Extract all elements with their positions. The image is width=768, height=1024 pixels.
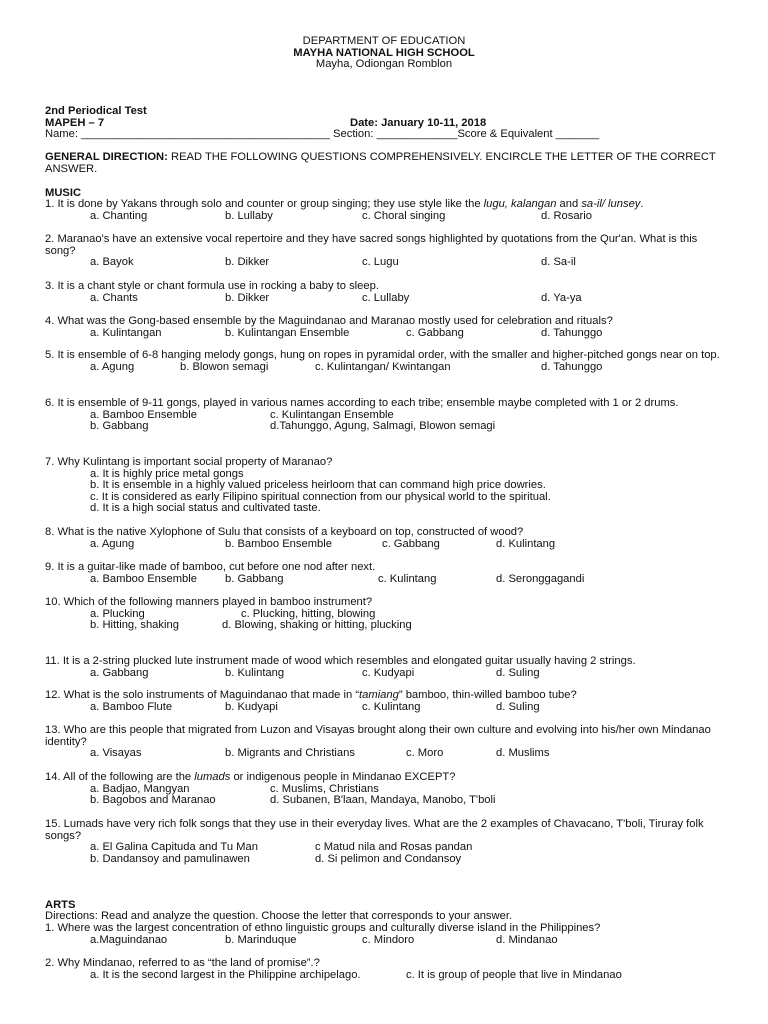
answer-options: [45, 421, 725, 433]
music-question-8: [45, 527, 725, 550]
answer-options: [45, 328, 725, 340]
option-b: b. It is ensemble in a highly valued priceless heirloom that can command high price dowries.: [90, 479, 546, 492]
test-subject: MAPEH – 7: [45, 116, 105, 129]
test-title: 2nd Periodical Test: [45, 105, 147, 117]
answer-options: [45, 293, 725, 305]
option-c: c. Moro: [406, 747, 444, 760]
music-question-9: [45, 562, 725, 585]
option-b: b. Bagobos and Maranao: [90, 794, 216, 807]
option-d: d. Sa-il: [541, 256, 576, 269]
option-d: d. Suling: [496, 700, 540, 713]
answer-options: [45, 257, 725, 269]
arts-question-1: [45, 923, 725, 946]
option-c: c. Mindoro: [362, 933, 415, 946]
option-d: d. Tahunggo: [541, 360, 603, 373]
option-b: b. Dikker: [225, 291, 270, 304]
question-text: 3. It is a chant style or chant formula use in rocking a baby to sleep.: [45, 280, 379, 292]
question-text: 11. It is a 2-string plucked lute instrument made of wood which resembles and elongated guitar usually having 2 strings.: [45, 655, 636, 667]
test-info: [45, 106, 745, 141]
music-question-12: [45, 690, 725, 713]
option-b: b. Blowon semagi: [180, 360, 269, 373]
option-a: a. Bamboo Ensemble: [90, 408, 197, 421]
option-d: d. Kulintang: [496, 537, 556, 550]
option-c: c. Kulintangan Ensemble: [270, 408, 394, 421]
question-text-part: .: [640, 198, 644, 210]
option-a: a. Kulintangan: [90, 326, 162, 339]
option-b: b. Gabbang: [225, 572, 284, 585]
option-c: c. Kulintang: [362, 700, 421, 713]
option-d: d. Tahunggo: [541, 326, 603, 339]
option-d: d. Mindanao: [496, 933, 558, 946]
music-question-5: [45, 350, 725, 373]
question-italic: lumads: [194, 771, 231, 783]
question-text-part: 12. What is the solo instruments of Maguindanao that made in “: [45, 689, 360, 701]
music-question-15: [45, 819, 725, 865]
option-b: b. Kudyapi: [225, 700, 278, 713]
answer-options: [45, 748, 725, 760]
music-question-4: [45, 316, 725, 339]
option-a: a. It is highly price metal gongs: [90, 467, 244, 480]
option-d: d. Si pelimon and Condansoy: [315, 852, 462, 865]
answer-options: [45, 503, 725, 515]
direction-text: READ THE FOLLOWING QUESTIONS COMPREHENSIVELY. ENCIRCLE THE LETTER OF THE CORRECT ANSWER.: [45, 151, 716, 175]
option-b: b. Kulintangan Ensemble: [225, 326, 350, 339]
question-text: 2. Why Mindanao, referred to as “the land of promise”.?: [45, 957, 320, 969]
option-c: c. Gabbang: [382, 537, 440, 550]
option-d: d.Tahunggo, Agung, Salmagi, Blowon semagi: [270, 420, 496, 433]
question-text-part: 14. All of the following are the: [45, 771, 195, 783]
question-text: 2. Maranao's have an extensive vocal repertoire and they have sacred songs highlighted by quotations from the Qur'an. What is this song?: [45, 233, 698, 257]
option-c: c. Muslims, Christians: [270, 782, 379, 795]
option-c: c. Kulintangan/ Kwintangan: [315, 360, 451, 373]
option-a: a. Agung: [90, 537, 135, 550]
music-heading: MUSIC: [45, 187, 82, 199]
question-text: 9. It is a guitar-like made of bamboo, cut before one nod after next.: [45, 561, 376, 573]
option-b: b. Hitting, shaking: [90, 619, 179, 632]
school-name: MAYHA NATIONAL HIGH SCHOOL: [293, 46, 475, 59]
question-text: 5. It is ensemble of 6-8 hanging melody gongs, hung on ropes in pyramidal order, with the smaller and higher-pitched gongs near on top.: [45, 349, 720, 361]
option-c: c. Choral singing: [362, 209, 446, 222]
option-c: c. Kulintang: [378, 572, 437, 585]
answer-options: [45, 620, 725, 632]
answer-options: [45, 702, 725, 714]
question-text: [45, 199, 725, 211]
option-a: a. Bamboo Flute: [90, 700, 173, 713]
name-line: Name: ________________________________________ Section: _____________Score & Equivalent _______: [45, 128, 600, 141]
question-text-part: ” bamboo, thin-willed bamboo tube?: [398, 689, 577, 701]
music-question-1: [45, 199, 725, 222]
option-d: d. Muslims: [496, 747, 550, 760]
music-question-2: [45, 234, 725, 269]
option-d: d. Seronggagandi: [496, 572, 585, 585]
answer-options: [45, 970, 725, 982]
music-question-14: [45, 772, 725, 807]
question-text-part: or indigenous people in Mindanao EXCEPT?: [230, 771, 456, 783]
music-question-7: [45, 457, 725, 515]
arts-directions: Directions: Read and analyze the question. Choose the letter that corresponds to your answer.: [45, 910, 513, 922]
option-b: b. Kulintang: [225, 666, 285, 679]
music-question-10: [45, 597, 725, 632]
option-b: b. Lullaby: [225, 209, 273, 222]
question-italic: tamiang: [359, 689, 399, 701]
option-d: d. Subanen, B'laan, Mandaya, Manobo, T'boli: [270, 794, 496, 807]
option-b: b. Bamboo Ensemble: [225, 537, 332, 550]
option-a: a. Chants: [90, 291, 138, 304]
question-text: 1. Where was the largest concentration of ethno linguistic groups and culturally diverse island in the Philippines?: [45, 922, 601, 934]
question-italic: sa-il/ lunsey: [581, 198, 641, 210]
question-text: [45, 690, 725, 702]
option-d: d. Rosario: [541, 209, 592, 222]
question-text-part: and: [556, 198, 582, 210]
music-question-6: [45, 398, 725, 433]
option-c: c. It is group of people that live in Mindanao: [406, 968, 622, 981]
option-c: c. Lullaby: [362, 291, 410, 304]
document-header: [0, 36, 768, 71]
option-d: d. Blowing, shaking or hitting, plucking: [222, 619, 412, 632]
question-text: 8. What is the native Xylophone of Sulu that consists of a keyboard on top, constructed of wood?: [45, 526, 524, 538]
option-a: a. Visayas: [90, 747, 142, 760]
direction-label: GENERAL DIRECTION:: [45, 151, 168, 163]
option-a: a. Agung: [90, 360, 135, 373]
arts-heading: ARTS: [45, 899, 76, 911]
answer-options: [45, 668, 725, 680]
answer-options: [45, 854, 725, 866]
question-text-part: 1. It is done by Yakans through solo and counter or group singing; they use style like the: [45, 198, 484, 210]
question-text: 13. Who are this people that migrated from Luzon and Visayas brought along their own culture and evolving into his/her own Mindanao identity?: [45, 724, 711, 748]
question-text: 7. Why Kulintang is important social property of Maranao?: [45, 456, 333, 468]
option-b: b. Gabbang: [90, 420, 149, 433]
option-d: d. Suling: [496, 666, 540, 679]
music-question-3: [45, 281, 725, 304]
option-a: a. It is the second largest in the Philippine archipelago.: [90, 968, 361, 981]
question-italic: lugu, kalangan: [483, 198, 557, 210]
option-a: a. Bamboo Ensemble: [90, 572, 197, 585]
option-a: a. Bayok: [90, 256, 134, 269]
general-direction: [45, 152, 725, 175]
option-c: c. Gabbang: [406, 326, 464, 339]
option-b: b. Dikker: [225, 256, 270, 269]
question-text: 15. Lumads have very rich folk songs that they use in their everyday lives. What are the 2 examples of Chavacano, T'boli, Tiruray folk songs?: [45, 818, 704, 842]
question-text: 10. Which of the following manners played in bamboo instrument?: [45, 596, 373, 608]
option-b: b. Marinduque: [225, 933, 297, 946]
option-c: c. Plucking, hitting, blowing: [241, 607, 376, 620]
music-question-13: [45, 725, 725, 760]
music-question-11: [45, 656, 725, 679]
answer-options: [45, 539, 725, 551]
option-a: a. Chanting: [90, 209, 148, 222]
option-c: c. Lugu: [362, 256, 399, 269]
option-d: d. It is a high social status and cultivated taste.: [90, 502, 321, 515]
option-a: a. Plucking: [90, 607, 145, 620]
department-name: DEPARTMENT OF EDUCATION: [302, 35, 466, 47]
answer-options: [45, 574, 725, 586]
option-a: a.Maguindanao: [90, 933, 168, 946]
answer-options: [45, 362, 725, 374]
school-address: Mayha, Odiongan Romblon: [315, 58, 453, 71]
option-a: a. Gabbang: [90, 666, 149, 679]
option-c: c. It is considered as early Filipino spiritual connection from our physical world to the spiritual.: [90, 490, 551, 503]
answer-options: [45, 211, 725, 223]
option-c: c Matud nila and Rosas pandan: [315, 841, 473, 854]
option-a: a. El Galina Capituda and Tu Man: [90, 841, 258, 854]
answer-options: [45, 795, 725, 807]
test-date: Date: January 10-11, 2018: [350, 116, 487, 129]
option-b: b. Dandansoy and pamulinawen: [90, 852, 250, 865]
question-text: 6. It is ensemble of 9-11 gongs, played in various names according to each tribe; ensemble maybe completed with 1 or 2 drums.: [45, 397, 679, 409]
option-d: d. Ya-ya: [541, 291, 582, 304]
question-text: 4. What was the Gong-based ensemble by the Maguindanao and Maranao mostly used for celebration and rituals?: [45, 315, 613, 327]
question-text: [45, 772, 725, 784]
option-a: a. Badjao, Mangyan: [90, 782, 190, 795]
option-b: b. Migrants and Christians: [225, 747, 355, 760]
arts-question-2: [45, 958, 725, 981]
answer-options: [45, 935, 725, 947]
option-c: c. Kudyapi: [362, 666, 415, 679]
